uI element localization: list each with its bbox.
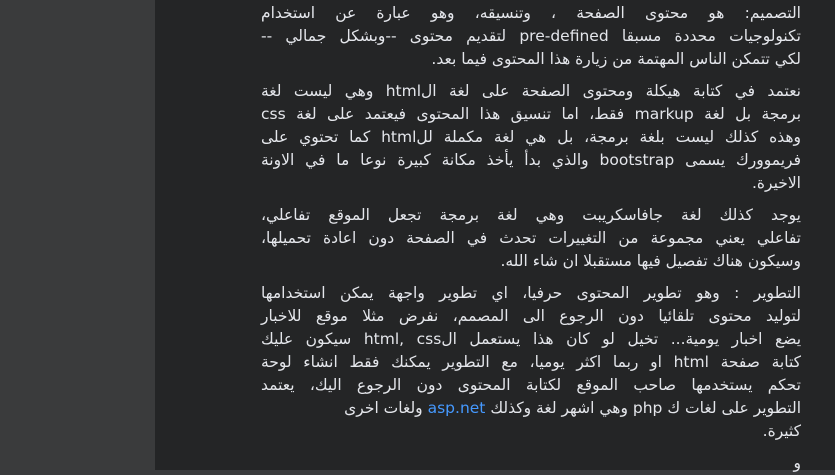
cutoff-text: و	[793, 454, 801, 472]
text-segment: ولغات اخرى	[344, 399, 428, 417]
paragraph-javascript	[261, 204, 801, 273]
text-line: تحكم يستخدمها صاحب الموقع لكتابة المحتوى دون الرجوع اليك، يعتمد	[261, 376, 801, 394]
post-card	[155, 0, 835, 470]
post-body	[261, 2, 802, 472]
text-line: فريموورك يسمى bootstrap والذي بدأ يأخذ مكانة كبيرة نوعا ما في الاونة	[261, 151, 801, 169]
paragraph-development	[261, 282, 801, 443]
text-line: لتوليد محتوى تلقائيا دون الرجوع الى المصمم، نفرض مثلا موقع للاخبار	[261, 307, 801, 325]
text-line-with-link	[261, 397, 801, 420]
text-segment: التطوير على لغات ك php وهي اشهر لغة وكذلك	[485, 399, 801, 417]
asp-net-link[interactable]: asp.net	[427, 399, 486, 417]
text-line: نعتمد في كتابة هيكلة ومحتوى الصفحة على لغة الhtml وهي ليست لغة	[261, 82, 801, 100]
text-line: وسيكون هناك تفصيل فيها مستقبلا ان شاء الله.	[500, 252, 801, 270]
paragraph-html-css	[261, 80, 801, 195]
text-line: التصميم: هو محتوى الصفحة ، وتنسيقه، وهو عبارة عن استخدام	[261, 4, 801, 22]
text-line: تكنولوجيات محددة مسبقا pre-defined لتقديم محتوى --وبشكل جمالي --	[261, 27, 801, 45]
text-line: وهذه كذلك ليست بلغة برمجة، بل هي لغة مكملة للhtml كما تحتوي على	[261, 128, 802, 146]
text-line: كتابة صفحة html او ربما اكثر يوميا، مع التطوير يمكنك فقط انشاء لوحة	[261, 353, 802, 371]
text-line: الاخيرة.	[751, 174, 801, 192]
paragraph-design	[261, 2, 801, 71]
text-line: لكي تتمكن الناس المهتمة من زيارة هذا المحتوى فيما بعد.	[431, 50, 801, 68]
text-line: كثيرة.	[762, 422, 801, 440]
text-line: التطوير : وهو تطوير المحتوى حرفيا، اي تطوير واجهة يمكن استخدامها	[261, 284, 801, 302]
text-line: يوجد كذلك لغة جافاسكريبت وهي لغة برمجة تجعل الموقع تفاعلي،	[261, 206, 801, 224]
text-line: برمجة بل لغة markup فقط، اما تنسيق هذا المحتوى فيعتمد على لغة css	[261, 105, 802, 123]
text-line: تفاعلي يعني مجموعة من التغييرات تحدث في الصفحة دون اعادة تحميلها،	[261, 229, 801, 247]
text-line: يضع اخبار يومية... تخيل لو كان هذا يستعمل الhtml, css سيكون عليك	[261, 330, 802, 348]
